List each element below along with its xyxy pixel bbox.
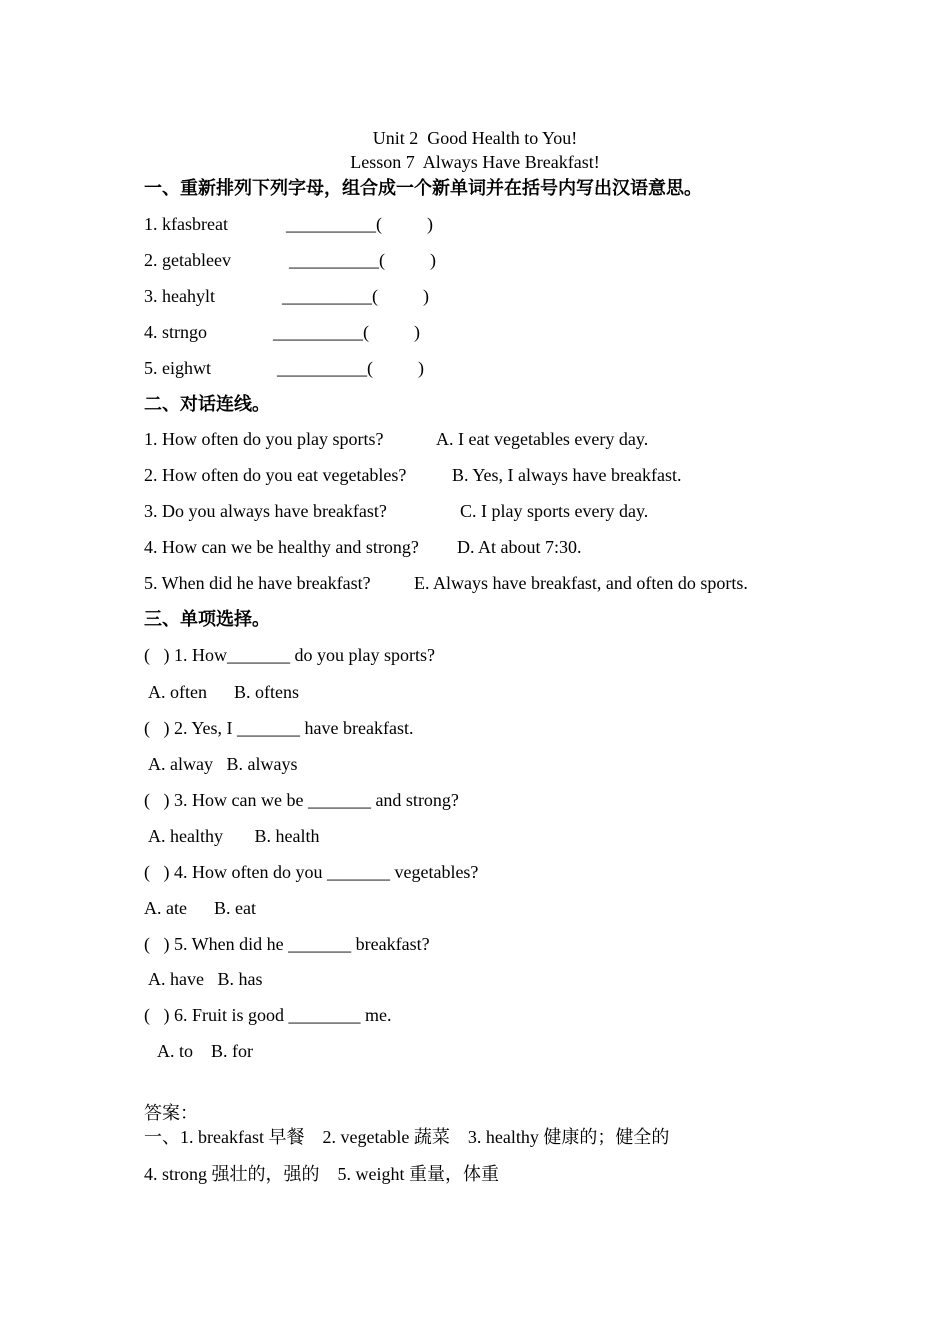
choice-question: ( ) 2. Yes, I _______ have breakfast.: [144, 718, 414, 738]
choice-options: A. healthy B. health: [148, 826, 320, 846]
match-question: 2. How often do you eat vegetables?: [144, 465, 407, 485]
unscramble-blank: __________( ): [277, 358, 424, 378]
choice-options: A. to B. for: [157, 1041, 253, 1061]
choice-options: A. alway B. always: [148, 754, 298, 774]
choice-question: ( ) 1. How_______ do you play sports?: [144, 645, 435, 665]
unscramble-word: 5. eighwt: [144, 358, 211, 378]
choice-options: A. have B. has: [148, 969, 263, 989]
section2-heading: 二、对话连线。: [144, 394, 270, 414]
answers-line-2: 4. strong 强壮的，强的 5. weight 重量，体重: [144, 1164, 499, 1184]
unscramble-word: 3. heahylt: [144, 286, 215, 306]
answers-label: 答案：: [144, 1103, 198, 1123]
unscramble-word: 4. strngo: [144, 322, 207, 342]
choice-options: A. ate B. eat: [144, 898, 256, 918]
choice-options: A. often B. oftens: [148, 682, 299, 702]
match-answer: C. I play sports every day.: [460, 501, 649, 521]
match-question: 4. How can we be healthy and strong?: [144, 537, 419, 557]
unscramble-blank: __________( ): [286, 214, 433, 234]
match-answer: B. Yes, I always have breakfast.: [452, 465, 682, 485]
choice-question: ( ) 3. How can we be _______ and strong?: [144, 790, 459, 810]
answers-line-1: 一、1. breakfast 早餐 2. vegetable 蔬菜 3. healthy 健康的；健全的: [144, 1127, 670, 1147]
unscramble-blank: __________( ): [273, 322, 420, 342]
match-answer: E. Always have breakfast, and often do sports.: [414, 573, 748, 593]
section1-heading: 一、重新排列下列字母，组合成一个新单词并在括号内写出汉语意思。: [144, 178, 702, 198]
choice-question: ( ) 6. Fruit is good ________ me.: [144, 1005, 392, 1025]
unscramble-word: 1. kfasbreat: [144, 214, 228, 234]
choice-question: ( ) 5. When did he _______ breakfast?: [144, 934, 430, 954]
match-answer: D. At about 7:30.: [457, 537, 582, 557]
unscramble-word: 2. getableev: [144, 250, 231, 270]
match-question: 5. When did he have breakfast?: [144, 573, 371, 593]
lesson-title: Lesson 7 Always Have Breakfast!: [350, 152, 600, 172]
unscramble-blank: __________( ): [289, 250, 436, 270]
section3-heading: 三、单项选择。: [144, 609, 270, 629]
match-answer: A. I eat vegetables every day.: [436, 429, 649, 449]
match-question: 1. How often do you play sports?: [144, 429, 384, 449]
match-question: 3. Do you always have breakfast?: [144, 501, 387, 521]
unscramble-blank: __________( ): [282, 286, 429, 306]
choice-question: ( ) 4. How often do you _______ vegetables?: [144, 862, 479, 882]
unit-title: Unit 2 Good Health to You!: [372, 128, 578, 148]
